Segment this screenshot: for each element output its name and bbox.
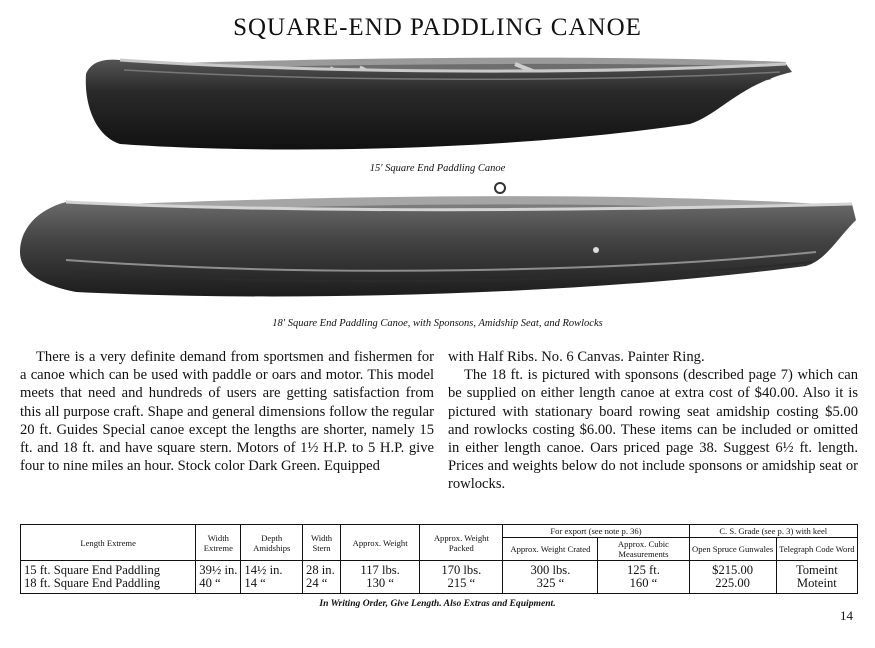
cell-code: Moteint [776,577,857,594]
specs-table [20,524,858,594]
cell-weight-packed: 215 “ [420,577,503,594]
cell-code: Tomeint [776,561,857,578]
body-left-column [20,348,434,475]
canoe-18ft-photo [16,180,858,308]
cell-width-extreme: 39½ in. [196,561,241,578]
cell-depth: 14½ in. [241,561,303,578]
header-length: Length Extreme [21,525,196,561]
equipment-continuation: with Half Ribs. No. 6 Canvas. Painter Ring. [448,349,705,365]
header-weight: Approx. Weight [340,525,419,561]
cell-length: 15 ft. Square End Paddling [21,561,196,578]
cell-gunwales: 225.00 [689,577,776,594]
header-cubic: Approx. Cubic Measurements [598,538,689,561]
order-note: In Writing Order, Give Length. Also Extras and Equipment. [319,598,556,609]
cell-width-stern: 24 “ [303,577,341,594]
header-export-group: For export (see note p. 36) [503,525,689,538]
header-depth: Depth Amidships [241,525,303,561]
table-row [21,561,858,578]
cell-width-stern: 28 in. [303,561,341,578]
cell-weight-packed: 170 lbs. [420,561,503,578]
header-width-stern: Width Stern [303,525,341,561]
canoe-15ft-photo [80,44,796,156]
body-right-column [448,348,858,494]
header-weight-crated: Approx. Weight Crated [503,538,598,561]
cell-cubic: 160 “ [598,577,689,594]
header-gunwales: Open Spruce Gunwales [689,538,776,561]
options-paragraph: The 18 ft. is pictured with sponsons (described page 7) which can be supplied on either length canoe at extra cost of $40.00. Also it is pictured with stationary board rowing seat amidship costing $5.00 and rowlocks costing $6.00. These items can be included or omitted in either length canoe. Oars priced page 38. Suggest 6½ ft. length. Prices and weights below do not include sponsons or amidship seat or rowlocks. [448,367,858,493]
header-grade-group: C. S. Grade (see p. 3) with keel [689,525,857,538]
cell-weight: 117 lbs. [340,561,419,578]
cell-weight: 130 “ [340,577,419,594]
header-code: Telegraph Code Word [776,538,857,561]
cell-cubic: 125 ft. [598,561,689,578]
cell-depth: 14 “ [241,577,303,594]
cell-weight-crated: 325 “ [503,577,598,594]
table-row [21,577,858,594]
cell-width-extreme: 40 “ [196,577,241,594]
page-title: SQUARE-END PADDLING CANOE [233,14,642,41]
header-width-extreme: Width Extreme [196,525,241,561]
cell-length: 18 ft. Square End Paddling [21,577,196,594]
header-weight-packed: Approx. Weight Packed [420,525,503,561]
cell-weight-crated: 300 lbs. [503,561,598,578]
canoe-18ft-caption: 18′ Square End Paddling Canoe, with Sponsons, Amidship Seat, and Rowlocks [272,318,603,329]
canoe-15ft-caption: 15′ Square End Paddling Canoe [369,163,506,174]
cell-gunwales: $215.00 [689,561,776,578]
intro-paragraph: There is a very definite demand from sportsmen and fishermen for a canoe which can be used with paddle or oars and motor. This model meets that need and hundreds of users are getting satisfaction from this all purpose craft. Shape and general dimensions follow the regular 20 ft. Guides Special canoe except the lengths are shorter, namely 15 ft. and 18 ft. and have square stern. Motors of 1½ H.P. to 5 H.P. give four to nine miles an hour. Stock color Dark Green. Equipped [20,349,434,475]
page-number: 14 [840,608,853,623]
table-header-row-group [21,525,858,538]
